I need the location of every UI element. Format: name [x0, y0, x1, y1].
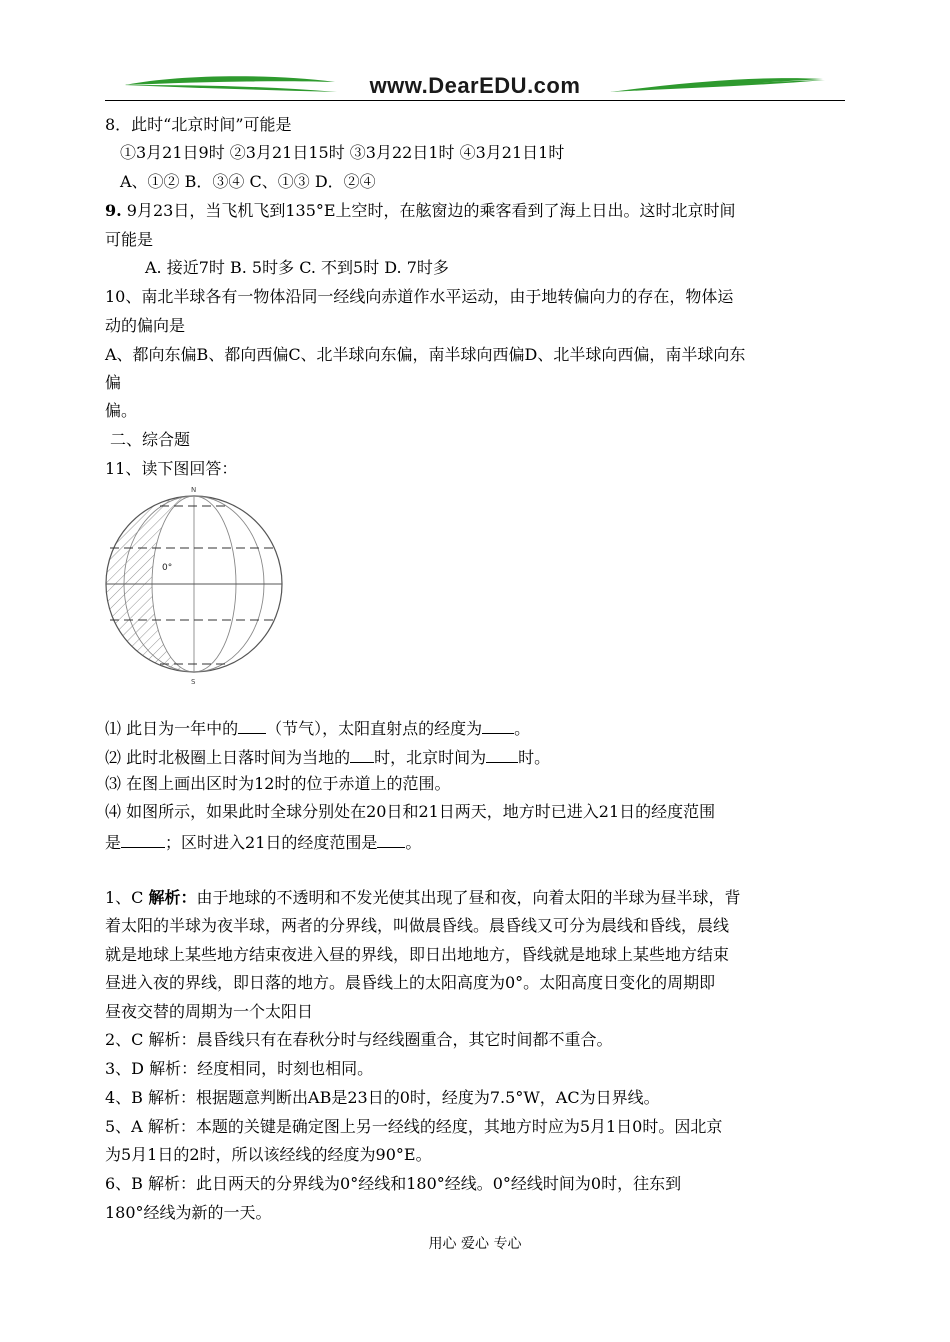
- answer-1-line1: [105, 888, 741, 908]
- q11-part4-text-a: 是: [105, 833, 122, 852]
- q11-part3: ⑶ 在图上画出区时为12时的位于赤道上的范围。: [105, 774, 451, 793]
- answer-6-line2: 180°经线为新的一天。: [105, 1203, 272, 1222]
- q11-part4-text-c: 。: [405, 833, 422, 852]
- meridian-0-label: 0°: [162, 563, 173, 573]
- answer-1-line3: 就是地球上某些地方结束夜进入昼的界线，即日出地地方，昏线就是地球上某些地方结束: [105, 945, 730, 964]
- q10-choices-line3: 偏。: [105, 401, 138, 420]
- q11-part4-line1: ⑷ 如图所示，如果此时全球分别处在20日和21日两天，地方时已进入21日的经度范围: [105, 802, 716, 821]
- answer-1-line5: 昼夜交替的周期为一个太阳日: [105, 1002, 314, 1021]
- q11-part1-text-a: ⑴ 此日为一年中的: [105, 719, 239, 738]
- q11-part2-text-b: 时，北京时间为: [374, 748, 487, 767]
- answer-1-line2: 着太阳的半球为夜半球，两者的分界线，叫做晨昏线。晨昏线又可分为晨线和昏线，晨线: [105, 916, 730, 935]
- q11-part4-line2: [105, 831, 421, 853]
- q10-stem-line2: 动的偏向是: [105, 316, 186, 335]
- answer-5-line1: 5、A 解析：本题的关键是确定图上另一经线的经度，其地方时应为5月1日0时。因北京: [105, 1117, 723, 1136]
- q8-stem: 8．此时“北京时间”可能是: [105, 115, 292, 134]
- q11-part4-text-b: ；区时进入21日的经度范围是: [165, 833, 378, 852]
- answer-blank[interactable]: [482, 717, 514, 734]
- q11-part2-text-c: 时。: [518, 748, 551, 767]
- q11-part1: [105, 717, 530, 739]
- q11-part1-text-c: 。: [514, 719, 531, 738]
- q9-choices: A. 接近7时 B. 5时多 C. 不到5时 D. 7时多: [145, 258, 449, 277]
- south-pole-label: S: [191, 678, 196, 686]
- answer-6-line1: 6、B 解析：此日两天的分界线为0°经线和180°经线。0°经线时间为0时，往东到: [105, 1174, 682, 1193]
- q10-stem-line1: 10、南北半球各有一物体沿同一经线向赤道作水平运动，由于地转偏向力的存在，物体运: [105, 287, 734, 306]
- answer-4: 4、B 解析：根据题意判断出AB是23日的0时，经度为7.5°W，AC为日界线。: [105, 1088, 660, 1107]
- north-pole-label: N: [191, 486, 197, 494]
- answer-3: 3、D 解析：经度相同，时刻也相同。: [105, 1059, 374, 1078]
- q10-choices-line2: 偏: [105, 373, 122, 392]
- q11-part1-text-b: （节气），太阳直射点的经度为: [266, 719, 483, 738]
- page-footer: 用心 爱心 专心: [428, 1236, 522, 1252]
- section-title: 二、综合题: [110, 430, 191, 449]
- answer-1-line4: 昼进入夜的界线，即日落的地方。晨昏线上的太阳高度为0°。太阳高度日变化的周期即: [105, 973, 716, 992]
- q11-part2: [105, 746, 550, 768]
- answer-blank[interactable]: [486, 746, 518, 763]
- header-divider: [105, 100, 845, 101]
- answer-blank[interactable]: [121, 831, 165, 848]
- globe-diagram: [100, 480, 300, 690]
- page-header: [105, 68, 845, 104]
- answer-5-line2: 为5月1日的2时，所以该经线的经度为90°E。: [105, 1145, 432, 1164]
- answer-blank[interactable]: [350, 746, 374, 763]
- q9-number: 9.: [105, 201, 122, 220]
- answer-blank[interactable]: [238, 717, 266, 734]
- answer-1-prefix: 1、C: [105, 888, 149, 907]
- answer-1-label: 解析：: [148, 888, 197, 907]
- brand-logo-text: www.DearEDU.com: [369, 73, 581, 98]
- q9-stem-line2: 可能是: [105, 230, 154, 249]
- q10-choices-line1: A、都向东偏B、都向西偏C、北半球向东偏，南半球向西偏D、北半球向西偏，南半球向东: [105, 345, 746, 364]
- answer-1-text: 由于地球的不透明和不发光使其出现了昼和夜，向着太阳的半球为昼半球，背: [196, 888, 741, 907]
- answer-2: 2、C 解析：晨昏线只有在春秋分时与经线圈重合，其它时间都不重合。: [105, 1030, 613, 1049]
- q8-options: ①3月21日9时 ②3月21日15时 ③3月22日1时 ④3月21日1时: [120, 143, 565, 162]
- answer-blank[interactable]: [377, 831, 405, 848]
- q9-stem-line1: [105, 201, 736, 221]
- q11-stem: 11、读下图回答：: [105, 459, 238, 478]
- q9-stem-text: 9月23日，当飞机飞到135°E上空时，在舷窗边的乘客看到了海上日出。这时北京时间: [121, 201, 736, 220]
- q8-choices: A、①② B．③④ C、①③ D．②④: [120, 172, 376, 191]
- q11-part2-text-a: ⑵ 此时北极圈上日落时间为当地的: [105, 748, 351, 767]
